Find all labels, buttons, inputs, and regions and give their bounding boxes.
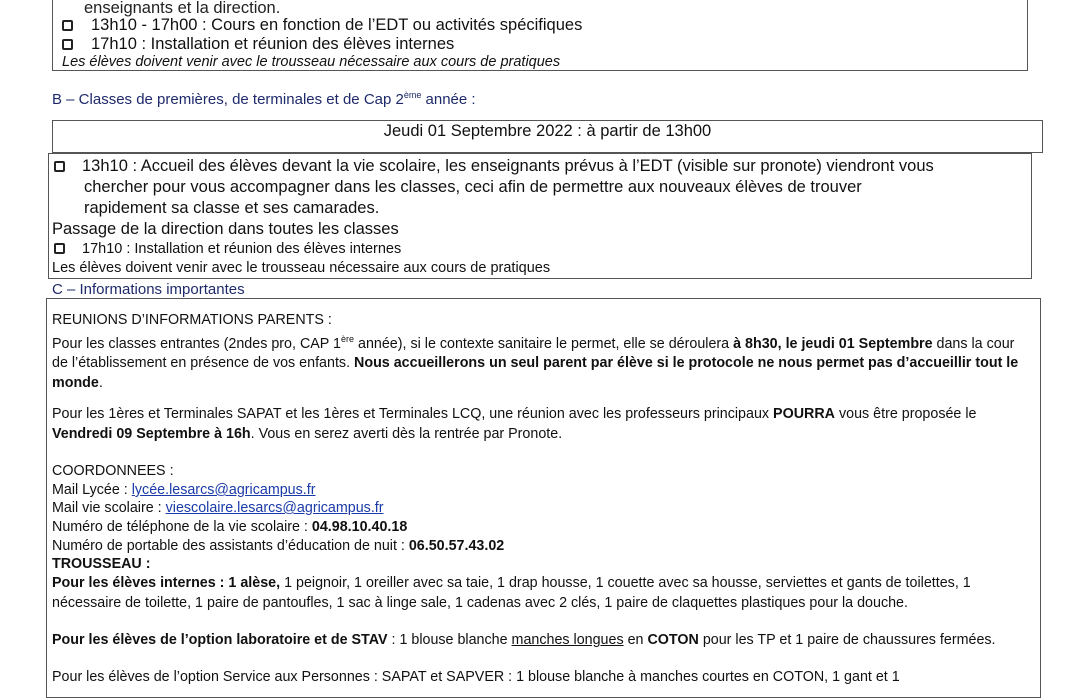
section-c-heading: C – Informations importantes (52, 281, 245, 298)
item-text-cont: chercher pour vous accompagner dans les classes, ceci afin de permettre aux nouveaux élèves de trouver (84, 178, 862, 196)
mail-lycee-link[interactable]: lycée.lesarcs@agricampus.fr (131, 482, 316, 498)
mail-vie-scolaire-link[interactable]: viescolaire.lesarcs@agricampus.fr (165, 500, 384, 516)
mail-lycee-row: Mail Lycée : lycée.lesarcs@agricampus.fr (52, 482, 316, 498)
checkbox-bullet-icon (54, 161, 65, 172)
item-text: 13h10 - 17h00 : Cours en fonction de l’EDT ou activités spécifiques (91, 16, 583, 34)
date-title: Jeudi 01 Septembre 2022 : à partir de 13h00 (383, 122, 712, 140)
item-text: 17h10 : Installation et réunion des élèves internes (82, 241, 402, 257)
reunions-title: REUNIONS D’INFORMATIONS PARENTS : (52, 312, 332, 328)
list-item (62, 16, 582, 35)
trousseau-internes: Pour les élèves internes : 1 alèse, 1 peignoir, 1 oreiller avec sa taie, 1 drap housse, 1 couette avec sa housse, serviettes et gants de toilettes, 1 nécessaire de toilette, 1 paire de pantoufles, 1 sac à linge sale, 1 cadenas avec 2 clés, 1 paire de claquettes plastiques pour la douche. (52, 575, 971, 611)
paragraph-2: Pour les 1ères et Terminales SAPAT et les 1ères et Terminales LCQ, une réunion avec les professeurs principaux POURRA vous être proposée le Vendredi 09 Septembre à 16h. Vous en serez averti dès la rentrée par Pronote. (52, 406, 977, 442)
section-b-note: Les élèves doivent venir avec le trousseau nécessaire aux cours de pratiques (52, 260, 551, 276)
list-item (54, 241, 401, 257)
section-b-heading: B – Classes de premières, de terminales et de Cap 2ème année : (52, 90, 476, 108)
checkbox-bullet-icon (62, 39, 73, 50)
list-item (54, 157, 934, 176)
mail-vs-row: Mail vie scolaire : viescolaire.lesarcs@agricampus.fr (52, 500, 384, 516)
passage-text: Passage de la direction dans toutes les classes (52, 220, 399, 238)
checkbox-bullet-icon (62, 20, 73, 31)
list-item (62, 35, 454, 54)
nuit-row: Numéro de portable des assistants d’éducation de nuit : 06.50.57.43.02 (52, 538, 505, 554)
item-text-cont: rapidement sa classe et ses camarades. (84, 199, 380, 217)
checkbox-bullet-icon (54, 243, 65, 254)
trousseau-labo: Pour les élèves de l’option laboratoire et de STAV : 1 blouse blanche manches longues en COTON pour les TP et 1 paire de chaussures fermées. (52, 632, 996, 648)
cut-line: enseignants et la direction. (84, 0, 281, 17)
trousseau-sapat: Pour les élèves de l’option Service aux Personnes : SAPAT et SAPVER : 1 blouse blanche à manches courtes en COTON, 1 gant et 1 (52, 669, 900, 685)
tel-row: Numéro de téléphone de la vie scolaire : 04.98.10.40.18 (52, 519, 408, 535)
paragraph-1: Pour les classes entrantes (2ndes pro, CAP 1ère année), si le contexte sanitaire le permet, elle se déroulera à 8h30, le jeudi 01 Septembre dans la cour de l’établissement en présence de vos enfants. Nous accueillerons un seul parent par élève si le protocole ne nous permet pas d’accueillir tout le monde. (52, 334, 1019, 391)
coordonnees-title: COORDONNEES : (52, 463, 174, 479)
item-text: 13h10 : Accueil des élèves devant la vie scolaire, les enseignants prévus à l’EDT (visible sur pronote) viendront vous (82, 157, 934, 175)
item-text: 17h10 : Installation et réunion des élèves internes (91, 35, 455, 53)
trousseau-title: TROUSSEAU : (52, 556, 151, 572)
section-a-note: Les élèves doivent venir avec le trousseau nécessaire aux cours de pratiques (62, 54, 561, 70)
